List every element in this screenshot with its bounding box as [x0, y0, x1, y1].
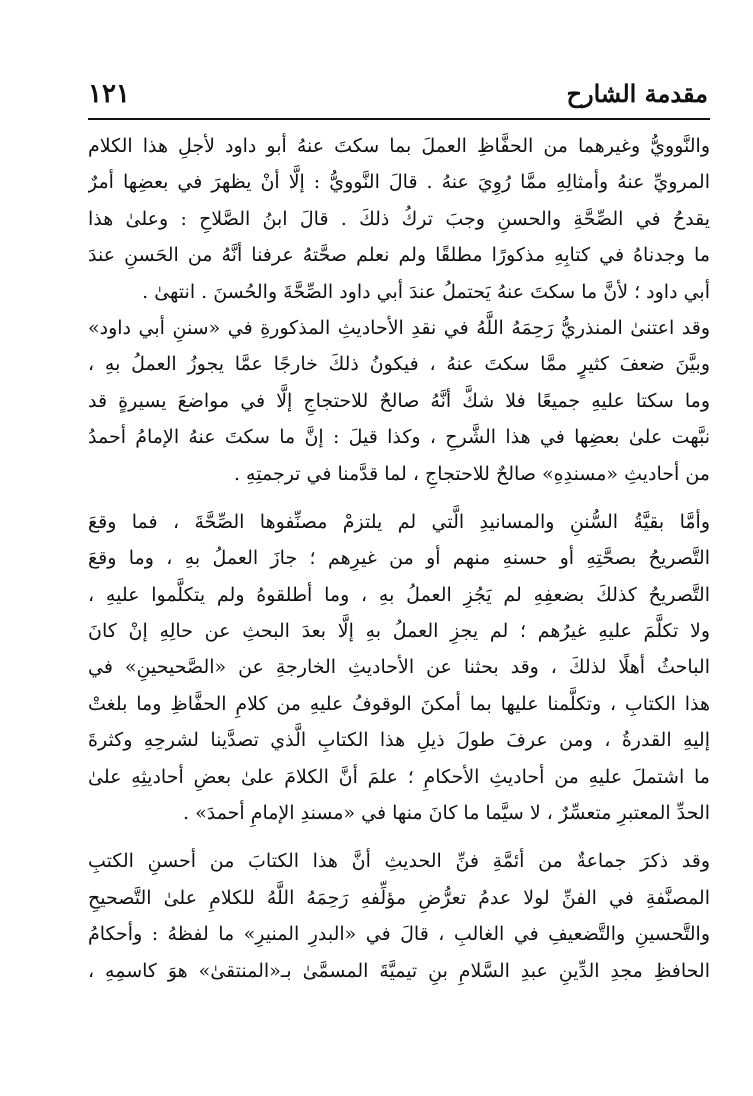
- text-line: والتَّحسينِ والتَّضعيفِ في الغالبِ ، قالَ في «البدرِ المنيرِ» ما لفظهُ : وأحكامُ: [88, 923, 710, 946]
- text-line: المصنَّفةِ في الفنِّ لولا عدمُ تعرُّضِ مؤلِّفهِ رَحِمَهُ اللَّهُ للكلامِ علىٰ التَّصحيحِ: [88, 886, 710, 909]
- text-line: إليهِ القدرةُ ، ومن عرفَ طولَ ذيلِ هذا الكتابِ الَّذي تصدَّينا لشرحِهِ وكثرةَ: [88, 729, 710, 752]
- text-line: المرويِّ عنهُ وأمثالِهِ ممَّا رُوِيَ عنهُ . قالَ النَّوويُّ : إلَّا أنْ يظهرَ في بعضِها أمرٌ: [88, 171, 710, 194]
- text-line: التَّصريحُ كذلكَ بضعفِهِ لم يَجُزِ العملُ بهِ ، وما أطلقوهُ ولم يتكلَّموا عليهِ ،: [88, 583, 710, 606]
- page-number: ١٢١: [88, 79, 130, 109]
- running-title: مقدمة الشارح: [566, 79, 708, 108]
- text-line: الحافظِ مجدِ الدِّينِ عبدِ السَّلامِ بنِ تيميَّةَ المسمَّىٰ بـ«المنتقىٰ» هوَ كاسمِهِ ،: [88, 959, 710, 982]
- text-line: والنَّوويُّ وغيرهما من الحفَّاظِ العملَ بما سكتَ عنهُ أبو داود لأجلِ هذا الكلام: [88, 135, 710, 157]
- text-line: وبيَّنَ ضعفَ كثيرٍ ممَّا سكتَ عنهُ ، فيكونُ ذلكَ خارجًا عمَّا يجوزُ العملُ بهِ ،: [88, 353, 710, 376]
- paragraph-1: [88, 128, 710, 310]
- text-line: الحدِّ المعتبرِ متعسِّرٌ ، لا سيَّما ما كانَ منها في «مسندِ الإمامِ أحمدَ» .: [183, 802, 710, 825]
- paragraph-gap: [88, 492, 710, 504]
- text-line: وما سكتا عليهِ جميعًا فلا شكَّ أنَّهُ صالحٌ للاحتجاجِ إلَّا في مواضعَ يسيرةٍ قد: [88, 389, 710, 412]
- paragraph-4: [88, 843, 710, 989]
- paragraph-2: [88, 310, 710, 492]
- paragraph-gap: [88, 831, 710, 843]
- text-line: ولا تكلَّمَ عليهِ غيرُهم ؛ لم يجزِ العملُ بهِ إلَّا بعدَ البحثِ عن حالِهِ إنْ كانَ: [88, 620, 710, 643]
- text-line: ما اشتملَ عليهِ من أحاديثِ الأحكامِ ؛ علمَ أنَّ الكلامَ علىٰ بعضِ أحاديثِهِ علىٰ: [88, 765, 710, 788]
- text-line: التَّصريحُ بصحَّتِهِ أو حسنهِ منهم أو من غيرِهم ؛ جازَ العملُ بهِ ، وما وقعَ: [88, 547, 710, 570]
- header-rule: [88, 118, 710, 120]
- text-line: نبَّهت علىٰ بعضِها في هذا الشَّرحِ ، وكذا قيلَ : إنَّ ما سكتَ عنهُ الإمامُ أحمدُ: [88, 426, 710, 449]
- text-line: أبي داود ؛ لأنَّ ما سكتَ عنهُ يَحتملُ عندَ أبي داود الصِّحَّةَ والحُسنَ . انتهىٰ .: [142, 280, 710, 303]
- text-line: وأمَّا بقيَّةُ السُّننِ والمسانيدِ الَّتي لم يلتزمْ مصنِّفوها الصِّحَّةَ ، فما وقعَ: [88, 510, 710, 533]
- text-line: ما وجدناهُ في كتابِهِ مذكورًا مطلقًا ولم نعلم صحَّتهُ عرفنا أنَّهُ من الحَسنِ عندَ: [88, 244, 710, 267]
- text-line: يقدحُ في الصِّحَّةِ والحسنِ وجبَ تركُ ذلكَ . قالَ ابنُ الصَّلاحِ : وعلىٰ هذا: [88, 207, 710, 230]
- page-header: [88, 78, 708, 118]
- text-line: وقد اعتنىٰ المنذريُّ رَحِمَهُ اللَّهُ في نقدِ الأحاديثِ المذكورةِ في «سننِ أبي داود»: [88, 316, 710, 339]
- text-line: هذا الكتابِ ، وتكلَّمنا عليها بما أمكنَ الوقوفُ عليهِ من كلامِ الحفَّاظِ وما بلغتْ: [88, 692, 710, 715]
- text-line: وقد ذكرَ جماعةٌ من أئمَّةِ فنِّ الحديثِ أنَّ هذا الكتابَ من أحسنِ الكتبِ: [88, 850, 710, 873]
- body-text: [88, 128, 710, 989]
- text-line: من أحاديثِ «مسندِهِ» صالحٌ للاحتجاجِ ، لما قدَّمنا في ترجمتِهِ .: [233, 462, 710, 485]
- text-line: الباحثُ أهلًا لذلكَ ، وقد بحثنا عن الأحاديثِ الخارجةِ عن «الصَّحيحينِ» في: [88, 656, 710, 679]
- paragraph-3: [88, 504, 710, 832]
